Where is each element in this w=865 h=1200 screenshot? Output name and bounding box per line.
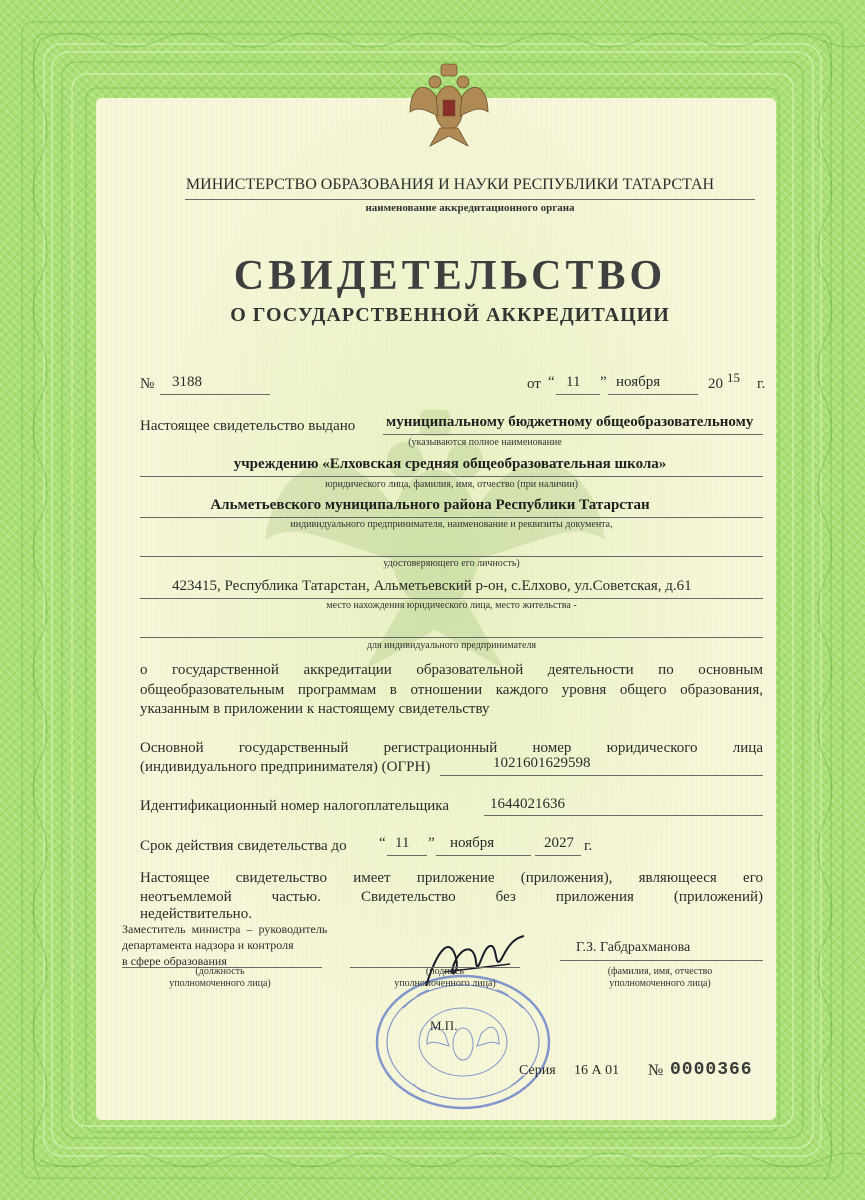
year-suffix: 15 [727, 370, 740, 385]
inn-label: Идентификационный номер налогоплательщика [140, 798, 450, 814]
certificate-title: СВИДЕТЕЛЬСТВО [233, 253, 667, 299]
year-unit: г. [757, 376, 766, 392]
valid-month-line [436, 855, 531, 856]
recipient-caption-3: индивидуального предпринимателя, наименование и реквизиты документа, [290, 519, 613, 530]
date-from-label: от [527, 376, 541, 392]
ogrn-underline [440, 775, 763, 776]
validity-label: Срок действия свидетельства до [140, 838, 347, 854]
valid-day-line [387, 855, 427, 856]
recipient-caption-2: юридического лица, фамилия, имя, отчество (при наличии) [325, 479, 578, 490]
entrepreneur-caption: для индивидуального предпринимателя [366, 640, 537, 651]
issued-to-label: Настоящее свидетельство выдано [140, 418, 356, 434]
recipient-underline-1 [383, 434, 763, 435]
signature-caption-1: (подпись [425, 966, 465, 977]
issue-month: ноября [616, 374, 661, 390]
signature-caption-2: уполномоченного лица) [394, 978, 496, 989]
blank-number-label: № [648, 1062, 664, 1079]
position-caption-1: (должность [195, 966, 245, 977]
valid-day: 11 [395, 835, 410, 851]
recipient-caption-1: (указываются полное наименование [408, 437, 562, 448]
address-underline [140, 598, 763, 599]
year-prefix: 20 [708, 376, 723, 392]
validity-close-quote: ” [428, 835, 435, 851]
recipient-underline-4 [140, 556, 763, 557]
name-caption-1: (фамилия, имя, отчество [607, 966, 713, 977]
ogrn-value: 1021601629598 [493, 755, 591, 771]
inn-value: 1644021636 [490, 796, 565, 812]
valid-month: ноября [450, 835, 495, 851]
signer-position-1: Заместитель министра – руководитель [122, 922, 328, 936]
appendix-text-1: Настоящее свидетельство имеет приложение (приложения), являющееся его [140, 870, 763, 886]
date-close-quote: ” [600, 374, 607, 390]
appendix-text-2: неотъемлемой частью. Свидетельство без приложения (приложений) [140, 889, 763, 905]
month-line [608, 394, 698, 395]
date-open-quote: “ [548, 374, 555, 390]
ministry-caption: наименование аккредитационного органа [365, 202, 575, 214]
ministry-underline [185, 199, 755, 200]
recipient-line-1: муниципальному бюджетному общеобразовательному [386, 414, 754, 430]
signer-position-3: в сфере образования [122, 954, 227, 968]
valid-year-unit: г. [584, 838, 593, 854]
address-caption: место нахождения юридического лица, место жительства - [326, 600, 577, 611]
validity-open-quote: “ [379, 835, 386, 851]
number-label: № [140, 376, 155, 392]
recipient-line-3: Альметьевского муниципального района Республики Татарстан [210, 497, 650, 513]
ministry-name: МИНИСТЕРСТВО ОБРАЗОВАНИЯ И НАУКИ РЕСПУБЛИКИ ТАТАРСТАН [185, 176, 715, 193]
position-caption-2: уполномоченного лица) [169, 978, 271, 989]
signer-position-2: департамента надзора и контроля [122, 938, 294, 952]
signer-name: Г.З. Габдрахманова [576, 940, 691, 955]
recipient-underline-3 [140, 517, 763, 518]
stamp-place-label: М.П. [430, 1018, 458, 1033]
series-value: 16 А 01 [574, 1063, 620, 1078]
accreditation-text-3: указанным в приложении к настоящему свидетельству [140, 701, 490, 717]
issue-day: 11 [566, 374, 581, 390]
blank-number: 0000366 [670, 1060, 753, 1080]
ogrn-label-2: (индивидуального предпринимателя) (ОГРН) [140, 759, 431, 775]
inn-underline [484, 815, 763, 816]
name-caption-2: уполномоченного лица) [609, 978, 711, 989]
certificate-subtitle: О ГОСУДАРСТВЕННОЙ АККРЕДИТАЦИИ [230, 304, 670, 326]
name-underline [560, 960, 763, 961]
recipient-address: 423415, Республика Татарстан, Альметьевский р-он, с.Елхово, ул.Советская, д.61 [172, 578, 692, 594]
accreditation-text-1: о государственной аккредитации образовательной деятельности по основным [140, 662, 763, 678]
coat-of-arms-icon [408, 62, 490, 150]
valid-year: 2027 [544, 835, 574, 851]
entrepreneur-underline [140, 637, 763, 638]
appendix-text-3: недействительно. [140, 906, 252, 922]
series-label: Серия [519, 1063, 556, 1078]
valid-year-line [535, 855, 581, 856]
recipient-caption-4: удостоверяющего его личность) [383, 558, 520, 569]
ogrn-label-1: Основной государственный регистрационный номер юридического лица [140, 740, 763, 756]
recipient-line-2: учреждению «Елховская средняя общеобразовательная школа» [233, 456, 667, 472]
recipient-underline-2 [140, 476, 763, 477]
day-line [556, 394, 600, 395]
accreditation-text-2: общеобразовательным программам в отношении каждого уровня общего образования, [140, 682, 763, 698]
certificate-number: 3188 [172, 374, 202, 390]
number-line [160, 394, 270, 395]
